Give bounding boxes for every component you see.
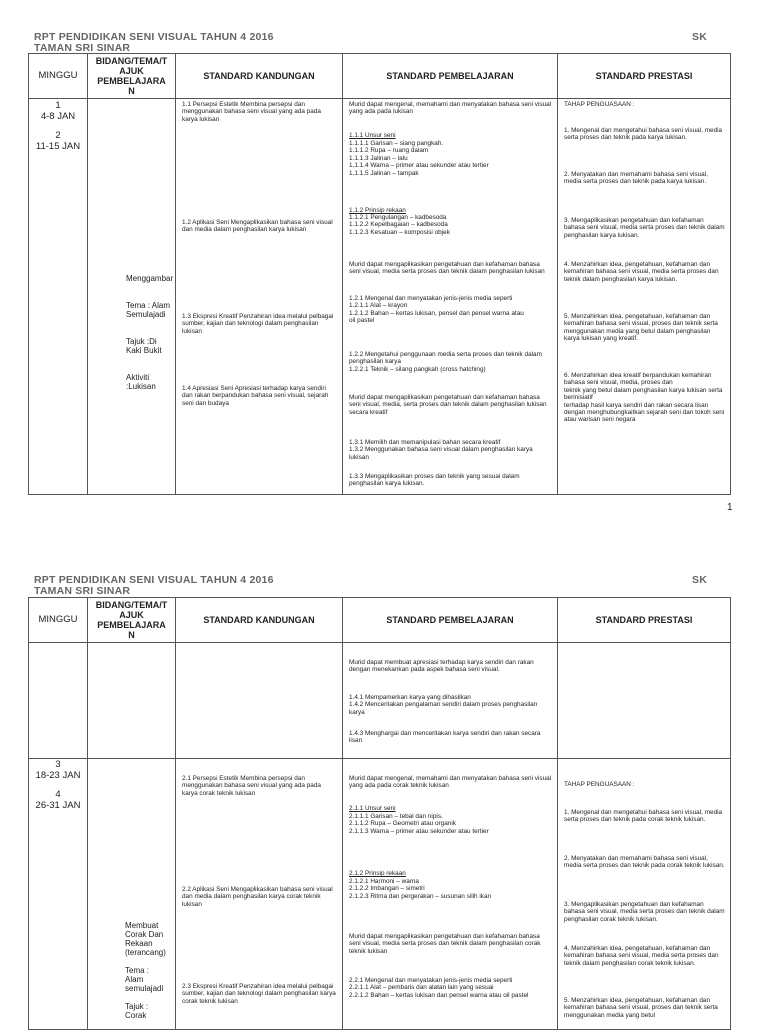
sp-1-2-1: 1.2.1 Mengenal dan menyatakan jenis-jenis media seperti 1.2.1.1 Alat – krayon 1.2.1.2 Bahan – kertas lukisan, pensel dan pensel warna atau oil pastel (349, 295, 524, 325)
sp-intro-1: Murid dapat mengenal, memahami dan menyatakan bahasa seni visual yang ada pada lukisan (349, 101, 552, 116)
sk-2-1: 2.1 Persepsi Estetik Membina persepsi dan menggunakan bahasa seni visual yang ada pada karya corak teknik lukisan (182, 775, 321, 797)
page1-header (34, 32, 734, 54)
page2-pr-cell (558, 759, 731, 1030)
week-2: 2 11-15 JAN (35, 130, 81, 152)
sp-1-1-2-list: 1.1.2.1 Pengulangan – kadbesoda 1.1.2.2 Kepelbagaian – kadbesoda 1.1.2.3 Kesatuan – komposisi objek (349, 214, 450, 236)
pr-level-5: 5. Menzahirkan idea, pengetahuan, kefahaman dan kemahiran bahasa seni visual, proses dan teknik serta menggunakan media yang betul dalam penghasilan karya lukisan yang kreatif. (564, 313, 718, 343)
col-header-bidang: BIDANG/TEMA/T AJUK PEMBELAJARA N (88, 598, 176, 643)
page2-minggu-cell (29, 759, 88, 1030)
page1-header-title: RPT PENDIDIKAN SENI VISUAL TAHUN 4 2016 TAMAN SRI SINAR (34, 31, 274, 54)
page1-bidang-cell (88, 99, 176, 495)
pr-level-6: 6. Menzahirkan idea kreatif berpandukan kemahiran bahasa seni visual, media, proses dan teknik yang betul dalam penghasilan karya lukisan serta berinisiatif terhadap hasil karya sendiri dan rakan secara lisan dengan menghubungkaitkan sejarah seni dan tokoh seni atau warisan seni negara (564, 372, 725, 424)
pr-level-1: 1. Mengenal dan mengetahui bahasa seni visual, media serta proses dan teknik pada karya lukisan. (564, 127, 723, 142)
page2-bidang-cell (88, 759, 176, 1030)
pr2-level-3: 3. Mengaplikasikan pengetahuan dan kefahaman bahasa seni visual, media serta proses dan teknik dalam penghasilan corak teknik lukisan. (564, 901, 725, 923)
sk-2-2: 2.2 Aplikasi Seni Mengaplikasikan bahasa seni visual dan media dalam penghasilan karya corak teknik lukisan (182, 886, 333, 908)
page2-header (34, 575, 734, 597)
week-3: 3 18-23 JAN (35, 759, 81, 781)
sp-1-2-2: 1.2.2 Mengetahui penggunaan media serta proses dan teknik dalam penghasilan karya 1.2.2.1 Teknik – silang pangkah (cross hatching) (349, 351, 542, 373)
sp-prinsip-rekaan: 1.1.2 Prinsip rekaan (349, 207, 406, 214)
col-header-minggu: MINGGU (29, 54, 88, 99)
sk-1-1: 1.1 Persepsi Estetik Membina persepsi dan menggunakan bahasa seni visual yang ada pada karya lukisan (182, 101, 321, 123)
sp-unsur-seni: 1.1.1 Unsur seni (349, 132, 396, 139)
sp-intro-3: Murid dapat mengaplikasikan pengetahuan dan kefahaman bahasa seni visual, media, serta proses dan teknik dalam penghasilan lukisan secara kreatif (349, 394, 547, 416)
page1-table (28, 53, 731, 495)
sp-1-3-1: 1.3.1 Memilih dan memanipulasi bahan secara kreatif 1.3.2 Menggunakan bahasa seni visual dalam penghasilan karya lukisan (349, 439, 533, 461)
pr2-level-2: 2. Menyatakan dan memahami bahasa seni visual, media serta proses dan teknik pada corak teknik lukisan. (564, 855, 725, 870)
page1-bidang-text: Menggambar Tema : Alam Semulajadi Tajuk :Di Kaki Bukit Aktiviti :Lukisan (126, 274, 174, 391)
col-header-standard-prestasi: STANDARD PRESTASI (558, 598, 731, 643)
pr-level-3: 3. Mengaplikasikan pengetahuan dan kefahaman bahasa seni visual, media serta proses dan teknik dalam penghasilan karya lukisan. (564, 217, 725, 239)
page1-header-row (29, 54, 731, 99)
page2-cont-sk-cell (176, 643, 343, 759)
col-header-standard-pembelajaran: STANDARD PEMBELAJARAN (343, 54, 558, 99)
sp2-2-1-2-list: 2.1.2.1 Harmoni – warna 2.1.2.2 Imbangan – simetri 2.1.2.3 Ritma dan pergerakan – susunan silih ikan (349, 878, 492, 900)
page1-sp-cell (343, 99, 558, 495)
page1-header-sk: SK (692, 31, 707, 43)
sp2-intro-1: Murid dapat mengenal, memahami dan menyatakan bahasa seni visual yang ada pada corak teknik lukisan (349, 775, 552, 790)
page-number: 1 (727, 502, 733, 513)
page2-content-row (29, 759, 731, 1030)
sk-1-2: 1.2 Aplikasi Seni Mengaplikasikan bahasa seni visual dan media dalam penghasilan karya lukisan (182, 219, 333, 234)
pr-level-2: 2. Menyatakan dan memahami bahasa seni visual, media serta proses dan teknik pada karya lukisan. (564, 171, 708, 186)
sk-2-3: 2.3 Ekspresi Kreatif Penzahiran idea melalui pelbagai sumber, kajian dan teknologi dalam penghasilan karya corak teknik lukisan (182, 983, 336, 1005)
col-header-standard-kandungan: STANDARD KANDUNGAN (176, 598, 343, 643)
pr2-level-5: 5. Menzahirkan idea, pengetahuan, kefahaman dan kemahiran bahasa seni visual, proses dan teknik serta menggunakan media yang betul (564, 997, 718, 1019)
page2-cont-bidang-cell (88, 643, 176, 759)
sp-1-1-1-list: 1.1.1.1 Garisan – siang pangkah. 1.1.1.2 Rupa – ruang dalam 1.1.1.3 Jalinan – lalu 1.1.1.4 Warna – primer atau sekunder atau tertier 1.1.1.5 Jalinan – tampak (349, 140, 489, 177)
sp-intro-2: Murid dapat mengaplikasikan pengetahuan dan kefahaman bahasa seni visual, media serta proses dan teknik dalam penghasilan lukisan (349, 261, 545, 276)
sp2-prinsip-rekaan: 2.1.2 Prinsip rekaan (349, 870, 406, 877)
page1-content-row (29, 99, 731, 495)
pr-tahap-label: TAHAP PENGUASAAN : (564, 101, 635, 108)
page2-bidang-text: Membuat Corak Dan Rekaan (terancang) Tema : Alam semulajadi Tajuk : Corak (125, 921, 166, 1020)
sk-1-4: 1.4 Apresiasi Seni Apresiasi terhadap karya sendiri dan rakan berpandukan bahasa seni visual, sejarah seni dan budaya (182, 385, 329, 407)
col-header-standard-pembelajaran: STANDARD PEMBELAJARAN (343, 598, 558, 643)
page2-cont-sp-cell (343, 643, 558, 759)
pr2-tahap-label: TAHAP PENGUASAAN : (564, 781, 635, 788)
page1-minggu-cell (29, 99, 88, 495)
page2-header-row (29, 598, 731, 643)
sp2-2-2-1: 2.2.1 Mengenal dan menyatakan jenis-jenis media seperti 2.2.1.1 Alat – pembaris dan alatan lain yang sesuai 2.2.1.2 Bahan – kertas lukisan dan pensel warna atau oil pastel (349, 977, 529, 999)
page2-header-sk: SK (692, 574, 707, 586)
sp-1-4-1: 1.4.1 Mempamerkan karya yang dihasilkan 1.4.2 Menceritakan pengalaman sendiri dalam proses penghasilan karya (349, 694, 538, 716)
page2-header-title: RPT PENDIDIKAN SENI VISUAL TAHUN 4 2016 TAMAN SRI SINAR (34, 574, 274, 597)
sp2-2-1-1-list: 2.1.1.1 Garisan – tebal dan nipis. 2.1.1.2 Rupa – Geometri atau organik 2.1.1.3 Warna – primer atau sekunder atau tertier (349, 813, 489, 835)
page2-sk-cell (176, 759, 343, 1030)
page1-pr-cell (558, 99, 731, 495)
col-header-standard-kandungan: STANDARD KANDUNGAN (176, 54, 343, 99)
sp2-intro-2: Murid dapat mengaplikasikan pengetahuan dan kefahaman bahasa seni visual, media serta proses dan teknik dalam penghasilan corak teknik lukisan (349, 933, 541, 955)
col-header-standard-prestasi: STANDARD PRESTASI (558, 54, 731, 99)
page2-continuation-row (29, 643, 731, 759)
page2-sp-cell (343, 759, 558, 1030)
page1-sk-cell (176, 99, 343, 495)
week-4: 4 26-31 JAN (35, 789, 81, 811)
page2-cont-minggu-cell (29, 643, 88, 759)
sk-1-3: 1.3 Ekspresi Kreatif Penzahiran idea melalui pelbagai sumber, kajian dan teknologi dalam penghasilan lukisan (182, 313, 334, 335)
pr2-level-4: 4. Menzahirkan idea, pengetahuan, kefahaman dan kemahiran bahasa seni visual, media serta proses dan teknik dalam penghasilan corak teknik lukisan. (564, 945, 719, 967)
col-header-bidang: BIDANG/TEMA/T AJUK PEMBELAJARA N (88, 54, 176, 99)
sp-apresiasi-intro: Murid dapat membuat apresiasi terhadap karya sendiri dan rakan dengan menekankan pada aspek bahasa seni visual. (349, 659, 534, 674)
page2-cont-pr-cell (558, 643, 731, 759)
sp2-unsur-seni: 2.1.1 Unsur seni (349, 805, 396, 812)
sp-1-4-3: 1.4.3 Menghargai dan menceritakan karya sendiri dan rakan secara lisan (349, 730, 541, 745)
col-header-minggu: MINGGU (29, 598, 88, 643)
page2-table (28, 597, 731, 1030)
pr-level-4: 4. Menzahirkan idea, pengetahuan, kefahaman dan kemahiran bahasa seni visual, media serta proses dan teknik dalam penghasilan karya lukisan. (564, 261, 719, 283)
week-1: 1 4-8 JAN (40, 100, 76, 122)
pr2-level-1: 1. Mengenal dan mengetahui bahasa seni visual, media serta proses dan teknik pada corak teknik lukisan. (564, 809, 723, 824)
sp-1-3-3: 1.3.3 Mengaplikasikan proses dan teknik yang sesuai dalam penghasilan karya lukisan. (349, 473, 520, 488)
